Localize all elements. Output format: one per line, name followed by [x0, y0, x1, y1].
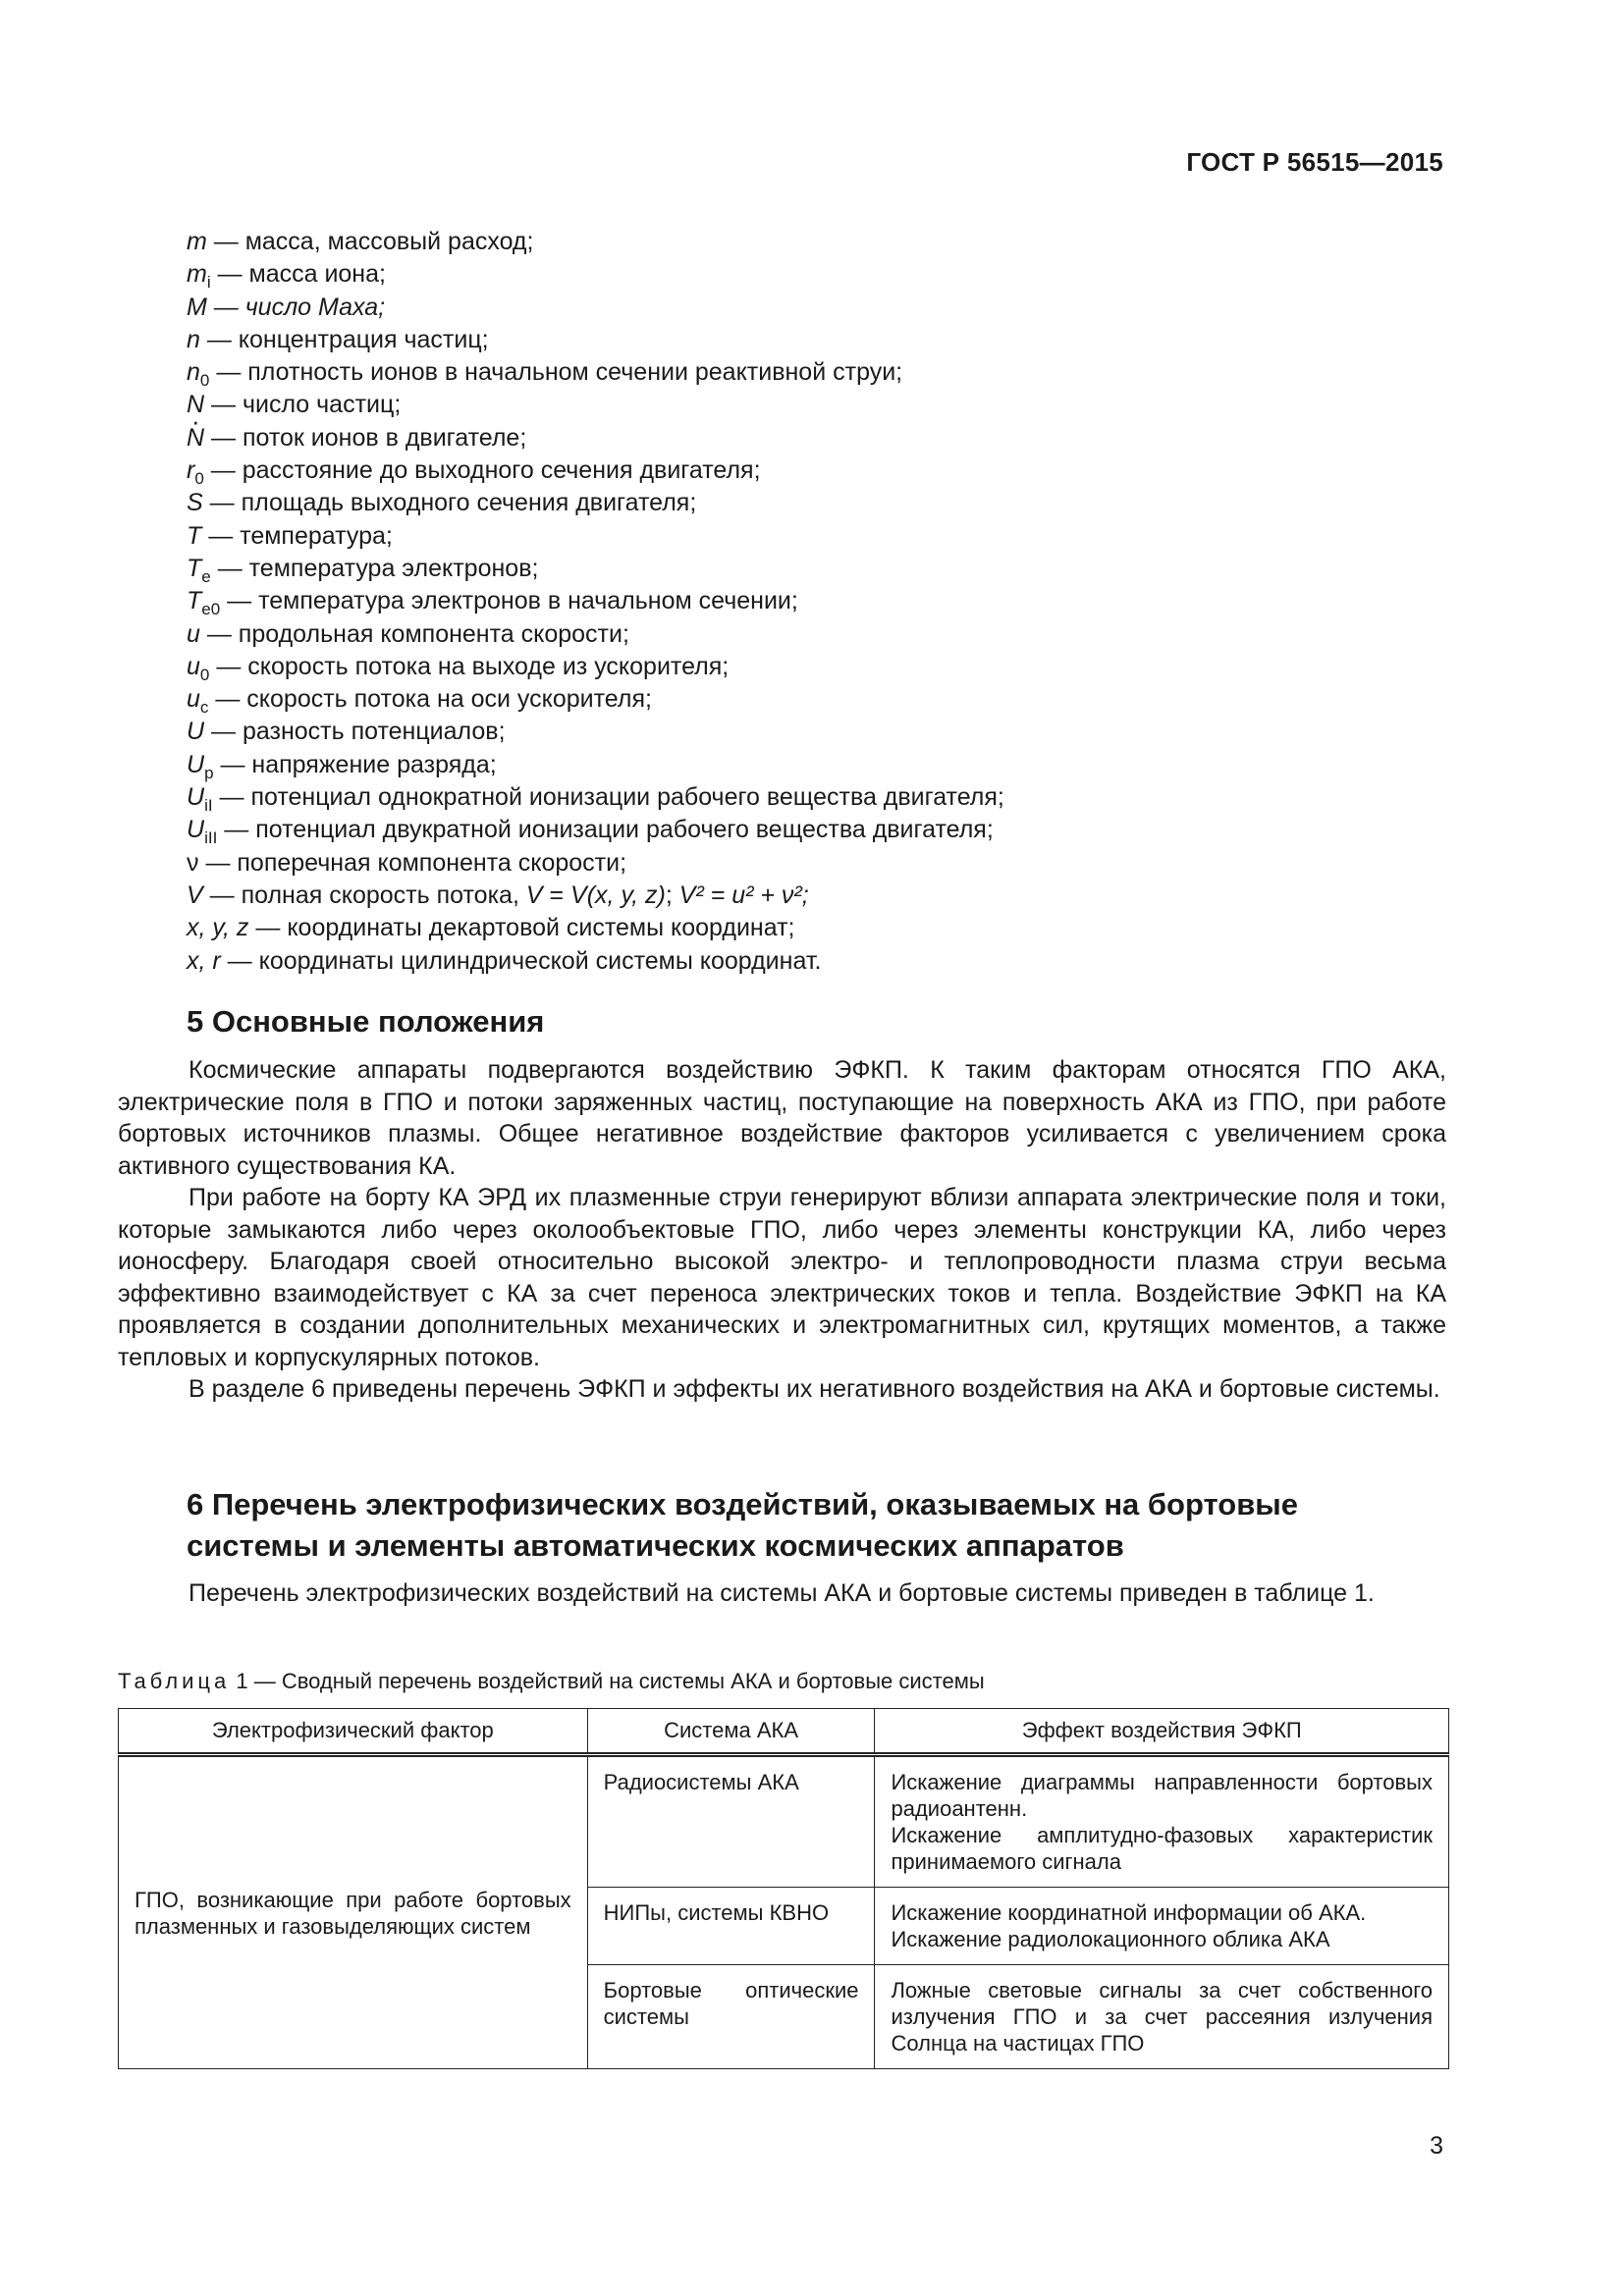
definition-symbol: U [187, 750, 205, 778]
definition-symbol: ν [187, 848, 199, 877]
definition-text: — поперечная компонента скорости; [198, 848, 627, 877]
definition-subscript: e [201, 566, 211, 586]
definition-symbol: U [187, 783, 205, 812]
definition-text: — расстояние до выходного сечения двигателя; [203, 456, 761, 485]
definition-symbol: V [187, 881, 203, 909]
definition-text: — масса, массовый расход; [206, 228, 534, 255]
definition-text: — поток ионов в двигателе; [204, 423, 527, 452]
velocity-squared-formula: V² = u² + ν²; [678, 881, 809, 909]
definition-item [187, 258, 1453, 291]
definition-symbol: u [187, 652, 200, 680]
effect-line: Искажение координатной информации об АКА. [891, 1900, 1367, 1925]
definition-symbol: n [187, 358, 200, 387]
section-6-body [118, 1577, 1446, 1610]
definition-subscript: e0 [201, 600, 221, 619]
definition-symbol: · N [187, 422, 204, 454]
definition-item [187, 847, 1453, 880]
definition-text: — разность потенциалов; [204, 718, 506, 746]
definition-item [187, 226, 1453, 258]
definition-item [187, 585, 1453, 617]
definition-item [187, 651, 1453, 683]
definition-symbol: m [187, 228, 207, 255]
definition-text-italic: число Маха; [244, 293, 386, 321]
definition-symbol: T [187, 587, 202, 615]
definition-item [187, 880, 1453, 912]
section-6-heading [187, 1484, 1298, 1567]
definition-text: — потенциал однократной ионизации рабочего вещества двигателя; [212, 783, 1004, 812]
definition-item [187, 324, 1453, 356]
definition-item [187, 749, 1453, 781]
table-header-row [119, 1709, 1449, 1755]
table-cell-system: НИПы, системы КВНО [587, 1888, 875, 1965]
definition-item [187, 683, 1453, 716]
definition-symbol: x, r [187, 946, 221, 975]
section-5-paragraph: Космические аппараты подвергаются воздействию ЭФКП. К таким факторам относятся ГПО АКА, электрические поля в ГПО и потоки заряженных частиц, поступающие на поверхность АКА из ГПО, при работе бортовых источников плазмы. Общее негативное воздействие факторов усиливается с увеличением срока активного существования КА. [118, 1056, 1446, 1180]
definition-text: — координаты цилиндрической системы координат. [220, 946, 822, 975]
definition-text: — [206, 293, 245, 321]
velocity-formula: V = V(x, y, z); [525, 881, 679, 909]
definition-text: — полная скорость потока, [202, 881, 526, 909]
definition-subscript: 0 [199, 665, 210, 684]
definition-text: — температура электронов; [210, 554, 539, 582]
section-5-paragraph: В разделе 6 приведены перечень ЭФКП и эффекты их негативного воздействия на АКА и бортовые системы. [189, 1375, 1440, 1403]
definition-item [187, 454, 1453, 487]
table-cell-effect [875, 1888, 1449, 1965]
table-1-caption [118, 1669, 985, 1694]
definition-item [187, 781, 1453, 814]
definition-symbol: x, y, z [187, 914, 249, 942]
definition-item [187, 389, 1453, 421]
definition-text: — число частиц; [204, 391, 402, 419]
formula-rhs: V(x, y, z) [570, 881, 666, 909]
definition-text: — потенциал двукратной ионизации рабочего вещества двигателя; [217, 816, 994, 844]
section-5-heading: 5 Основные положения [187, 1004, 545, 1039]
definition-text: — продольная компонента скорости; [199, 619, 629, 648]
definition-item [187, 487, 1453, 519]
table-header-factor: Электрофизический фактор [119, 1709, 588, 1755]
table-header-system: Система АКА [587, 1709, 875, 1755]
definition-symbol: n [187, 325, 200, 353]
effect-line: Искажение диаграммы направленности бортовых радиоантенн. [891, 1770, 1433, 1821]
definition-subscript: iI [204, 796, 213, 816]
table-caption-text: 1 — Сводный перечень воздействий на системы АКА и бортовые системы [230, 1669, 985, 1693]
definition-symbol: U [187, 718, 205, 746]
definition-item [187, 520, 1453, 553]
definition-item [187, 945, 1453, 978]
definition-symbol: u [187, 685, 200, 714]
table-cell-effect: Ложные световые сигналы за счет собственного излучения ГПО и за счет рассеяния излучения Солнца на частицах ГПО [875, 1965, 1449, 2069]
definition-text: — масса иона; [210, 260, 386, 289]
definition-text: — концентрация частиц; [199, 325, 489, 353]
definition-text: — температура электронов в начальном сечении; [220, 587, 798, 615]
table-row [119, 1755, 1449, 1888]
definition-item [187, 912, 1453, 944]
table-header-effect: Эффект воздействия ЭФКП [875, 1709, 1449, 1755]
table-caption-prefix: Таблица [118, 1669, 231, 1693]
definition-text: — скорость потока на оси ускорителя; [208, 685, 652, 714]
definition-text: — координаты декартовой системы координат; [248, 914, 795, 942]
definition-symbol: M [187, 293, 207, 321]
definition-symbol: m [187, 260, 207, 289]
definition-text: — температура; [201, 521, 393, 550]
definition-symbol: r [187, 456, 195, 485]
table-cell-system: Радиосистемы АКА [587, 1755, 875, 1888]
definition-subscript: 0 [194, 469, 204, 489]
symbol-definitions-list [187, 226, 1453, 978]
definition-subscript: iII [204, 828, 218, 848]
table-cell-factor: ГПО, возникающие при работе бортовых плазменных и газовыделяющих систем [119, 1755, 588, 2069]
definition-symbol: T [187, 521, 202, 550]
section-5-paragraph: При работе на борту КА ЭРД их плазменные струи генерируют вблизи аппарата электрические поля и токи, которые замыкаются либо через околообъектовые ГПО, либо через элементы конструкции КА, либо через ионосферу. Благодаря своей относительно высокой электро- и теплопроводности плазма струи весьма эффективно взаимодействует с КА за счет переноса электрических токов и тепла. Воздействие ЭФКП на КА проявляется в создании дополнительных механических и электромагнитных сил, крутящих моментов, а также тепловых и корпускулярных потоков. [118, 1184, 1446, 1371]
definition-text: — площадь выходного сечения двигателя; [202, 489, 697, 517]
effect-line: Искажение радиолокационного облика АКА [891, 1927, 1330, 1951]
definition-item [187, 618, 1453, 651]
definition-symbol: N [187, 391, 205, 419]
definition-item [187, 814, 1453, 846]
document-header: ГОСТ Р 56515—2015 [1186, 147, 1443, 177]
section-5-body [118, 1054, 1446, 1406]
definition-subscript: 0 [199, 371, 210, 391]
definition-symbol: S [187, 489, 203, 517]
definition-subscript: p [204, 763, 214, 782]
definition-text: — плотность ионов в начальном сечении реактивной струи; [209, 358, 903, 387]
effect-line: Искажение амплитудно-фазовых характеристик принимаемого сигнала [891, 1823, 1433, 1874]
definition-symbol: U [187, 816, 205, 844]
definition-item [187, 292, 1453, 324]
definition-symbol: u [187, 619, 200, 648]
definition-subscript: c [199, 698, 209, 718]
section-6-heading-line-2: системы и элементы автоматических космических аппаратов [187, 1528, 1124, 1563]
definition-item [187, 553, 1453, 585]
table-cell-system: Бортовые оптические системы [587, 1965, 875, 2069]
definition-text: — скорость потока на выходе из ускорителя; [209, 652, 730, 680]
formula-lhs: V [525, 881, 543, 909]
table-cell-effect [875, 1755, 1449, 1888]
table-1 [118, 1708, 1449, 2069]
definition-item [187, 422, 1453, 454]
definition-item [187, 716, 1453, 748]
page-number: 3 [1430, 2132, 1443, 2160]
definition-symbol: T [187, 554, 202, 582]
section-6-paragraph: Перечень электрофизических воздействий на системы АКА и бортовые системы приведен в таблице 1. [189, 1579, 1375, 1607]
definition-text: — напряжение разряда; [213, 750, 497, 778]
definition-item [187, 356, 1453, 389]
definition-subscript: i [206, 273, 211, 293]
section-6-heading-line-1: 6 Перечень электрофизических воздействий, оказываемых на бортовые [187, 1487, 1298, 1522]
